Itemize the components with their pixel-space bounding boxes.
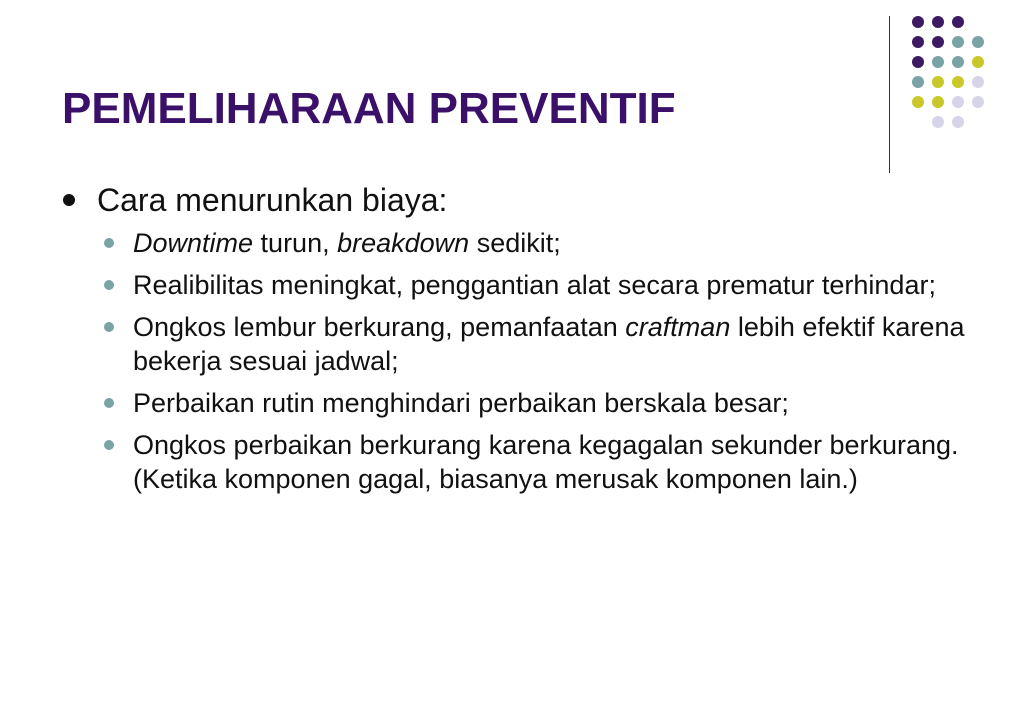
decorative-dot bbox=[972, 76, 984, 88]
item-text-part: sedikit; bbox=[469, 228, 561, 258]
item-text-part: turun, bbox=[253, 228, 338, 258]
item-text-part: Perbaikan rutin menghindari perbaikan berskala besar; bbox=[133, 388, 789, 418]
heading-bullet-text: Cara menurunkan biaya: bbox=[97, 182, 448, 218]
decorative-dot bbox=[932, 16, 944, 28]
decorative-dot bbox=[952, 116, 964, 128]
decorative-dot bbox=[932, 76, 944, 88]
decorative-divider-line bbox=[889, 16, 890, 173]
decorative-dot bbox=[952, 76, 964, 88]
bullet-dot-icon bbox=[104, 280, 114, 290]
item-text-part: Downtime bbox=[133, 228, 254, 258]
bullet-dot-icon bbox=[104, 238, 114, 248]
list-item bbox=[60, 268, 980, 302]
decorative-dot bbox=[912, 56, 924, 68]
decorative-dot bbox=[972, 56, 984, 68]
slide-title: PEMELIHARAAN PREVENTIF bbox=[62, 84, 676, 133]
list-item bbox=[60, 226, 980, 260]
bullet-dot-icon bbox=[104, 322, 114, 332]
list-item bbox=[60, 428, 980, 496]
list-item bbox=[60, 310, 980, 378]
decorative-dot bbox=[972, 96, 984, 108]
heading-bullet bbox=[60, 180, 980, 220]
decorative-dot bbox=[972, 36, 984, 48]
item-text-part: Ongkos lembur berkurang, pemanfaatan bbox=[133, 312, 626, 342]
decorative-dot bbox=[912, 36, 924, 48]
decorative-dot bbox=[912, 16, 924, 28]
decorative-dot bbox=[952, 56, 964, 68]
item-text-part: Realibilitas meningkat, penggantian alat secara prematur terhindar; bbox=[133, 270, 936, 300]
decorative-dot bbox=[912, 76, 924, 88]
bullet-dot-icon bbox=[104, 398, 114, 408]
decorative-dot bbox=[932, 56, 944, 68]
list-item bbox=[60, 386, 980, 420]
decorative-dot bbox=[952, 16, 964, 28]
item-text-part: Ongkos perbaikan berkurang karena kegagalan sekunder berkurang. (Ketika komponen gagal, biasanya merusak komponen lain.) bbox=[133, 430, 959, 494]
slide-body bbox=[60, 180, 980, 504]
item-text-part: breakdown bbox=[337, 228, 470, 258]
decorative-dot bbox=[932, 116, 944, 128]
bullet-dot-icon bbox=[63, 194, 75, 206]
decorative-dot bbox=[932, 96, 944, 108]
item-text-part: craftman bbox=[625, 312, 731, 342]
decorative-dot bbox=[952, 36, 964, 48]
decorative-dot bbox=[912, 96, 924, 108]
item-text-part: lebih efektif karena bekerja sesuai jadwal; bbox=[133, 312, 965, 376]
decorative-dot bbox=[932, 36, 944, 48]
bullet-dot-icon bbox=[104, 440, 114, 450]
decorative-dot bbox=[952, 96, 964, 108]
